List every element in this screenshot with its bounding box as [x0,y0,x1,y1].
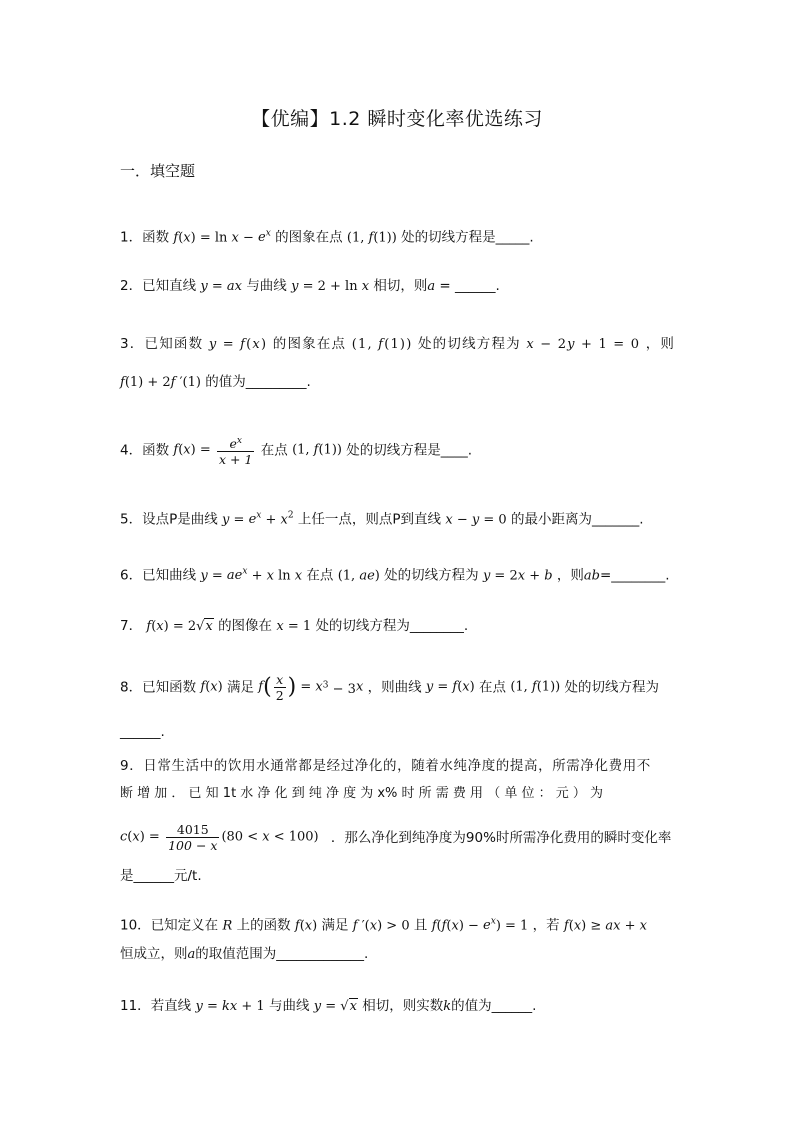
fraction: $\frac{e^x}{x + 1}$ [219,436,253,468]
page-title: 【优编】1.2 瞬时变化率优选练习 [251,108,543,130]
question-8-cont: ______. [120,724,165,740]
question-6: 6．已知曲线 $y = ae^x + x$ ln x 在点 (1, ae) 处的切线方程为 y = 2x + b ，则ab=________. [120,567,670,584]
question-5: 5．设点P是曲线 $y = e^x + x^2$ 上任一点，则点P到直线 x − y = 0 的最小距离为_______. [120,511,644,528]
question-9-line-4: 是______元/t. [120,868,202,884]
section-heading: 一．填空题 [120,162,196,180]
question-9-line-3: c(x) = $\frac{4015}{100 - x}$ (80 < x < 100) ．那么净化到纯净度为90%时所需净化费用的瞬时变化率 [120,822,672,853]
question-4: 4．函数 f(x) = $\frac{e^x}{x + 1}$ 在点 (1, f(1)) 处的切线方程是____. [120,436,473,468]
question-2: 2．已知直线 y = ax 与曲线 y = 2 + ln x 相切，则a = ______. [120,278,500,294]
question-1: 1．函数 $f(x) = \ln x - e^x$ 的图象在点 (1, f(1)) 处的切线方程是_____. [120,229,534,246]
question-8: 8．已知函数 f(x) 满足 f( $\frac{x}{2}$ ) = $x^3 - 3x$ ，则曲线 y = f(x) 在点 (1, f(1)) 处的切线方程为 [120,672,660,703]
fraction: $\frac{x}{2}$ [275,672,284,703]
fraction: $\frac{4015}{100 - x}$ [168,822,218,853]
question-9-line-1: 9．日常生活中的饮用水通常都是经过净化的，随着水纯净度的提高，所需净化费用不 [120,758,651,774]
question-9-line-2: 断 增 加 ． 已 知 1t 水 净 化 到 纯 净 度 为 x% 时 所 需 费 用 （ 单 位 ： 元 ） 为 [120,786,603,801]
question-7: 7． f(x) = 2√x 的图像在 x = 1 处的切线方程为________. [120,618,469,634]
question-3-cont: f(1) + 2f ′(1) 的值为_________. [120,374,311,390]
question-11: 11．若直线 y = kx + 1 与曲线 y = √x 相切，则实数k的值为______. [120,998,537,1014]
question-3: 3．已知函数 y = f(x) 的图象在点 (1, f(1)) 处的切线方程为 x − 2y + 1 = 0 ，则 [120,336,676,352]
formula: f [173,230,179,246]
question-10: 10．已知定义在 R 上的函数 f(x) 满足 f ′(x) > 0 且 $f(f(x) - e^x) = 1$ ，若 f(x) ≥ ax + x [120,917,647,934]
question-10-cont: 恒成立，则a的取值范围为_____________. [120,946,369,962]
